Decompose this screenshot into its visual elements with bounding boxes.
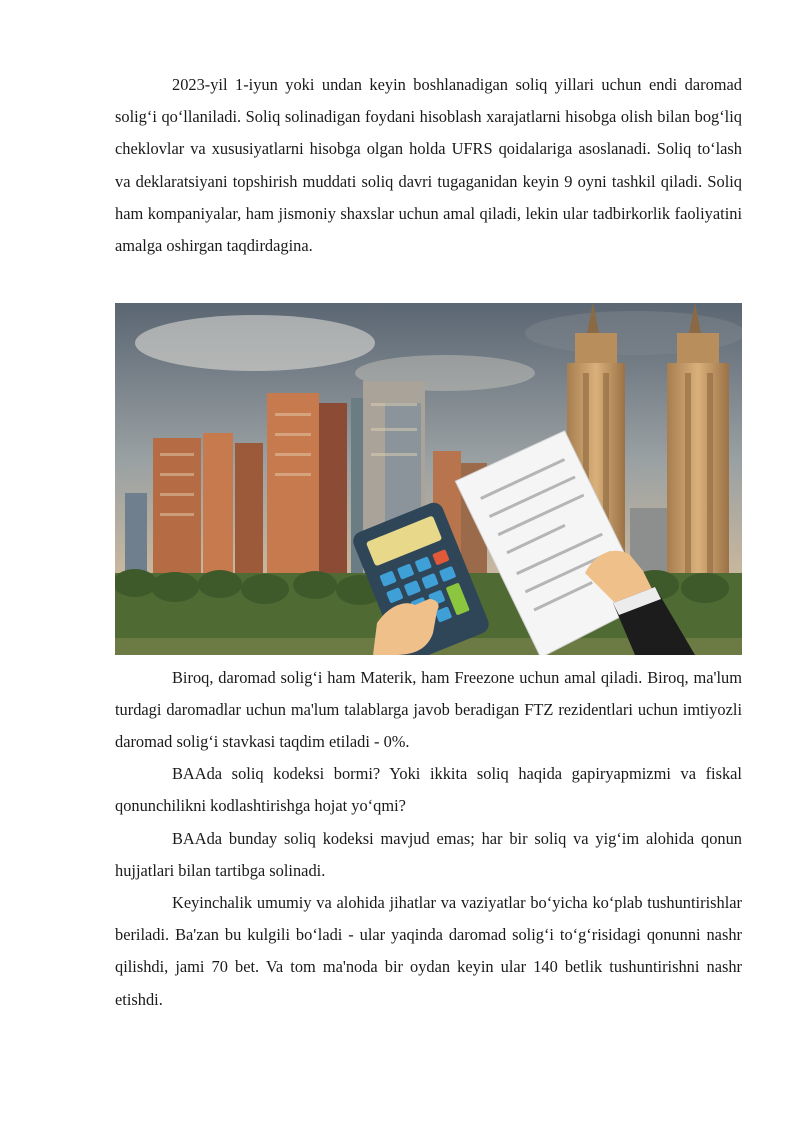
paragraph-1 — [115, 69, 742, 262]
paragraph-4 — [115, 823, 742, 887]
paragraph-3 — [115, 758, 742, 822]
paragraph-text: BAAda bunday soliq kodeksi mavjud emas; har bir soliq va yig‘im alohida qonun hujjatlari bilan tartibga solinadi. — [115, 829, 742, 881]
paragraph-text: 2023-yil 1-iyun yoki undan keyin boshlanadigan soliq yillari uchun endi daromad solig‘i qo‘llaniladi. Soliq solinadigan foydani hisoblash xarajatlarni hisobga olish bilan bog‘liq cheklovlar va xususiyatlarni hisobga olgan holda UFRS qoidalariga asoslanadi. Soliq to‘lash va deklaratsiyani topshirish muddati soliq davri tugaganidan keyin 9 oyni tashkil qiladi. Soliq ham kompaniyalar, ham jismoniy shaxslar uchun amal qiladi, lekin ular tadbirkorlik faoliyatini amalga oshirgan taqdirdagina. — [115, 75, 742, 256]
paragraph-5 — [115, 887, 742, 1016]
dubai-tax-illustration — [115, 303, 742, 655]
paragraph-2 — [115, 662, 742, 759]
paragraph-text: Biroq, daromad solig‘i ham Materik, ham Freezone uchun amal qiladi. Biroq, ma'lum turdagi daromadlar uchun ma'lum talablarga javob beradigan FTZ rezidentlari uchun imtiyozli daromad solig‘i stavkasi taqdim etiladi - 0%. — [115, 668, 742, 752]
paragraph-text: BAAda soliq kodeksi bormi? Yoki ikkita soliq haqida gapiryapmizmi va fiskal qonunchilikni kodlashtirishga hojat yo‘qmi? — [115, 764, 742, 816]
paragraph-text: Keyinchalik umumiy va alohida jihatlar va vaziyatlar bo‘yicha ko‘plab tushuntirishlar beriladi. Ba'zan bu kulgili bo‘ladi - ular yaqinda daromad solig‘i to‘g‘risidagi qonunni nashr qilishdi, jami 70 bet. Va tom ma'noda bir oydan keyin ular 140 betlik tushuntirishni nashr etishdi. — [115, 893, 742, 1009]
